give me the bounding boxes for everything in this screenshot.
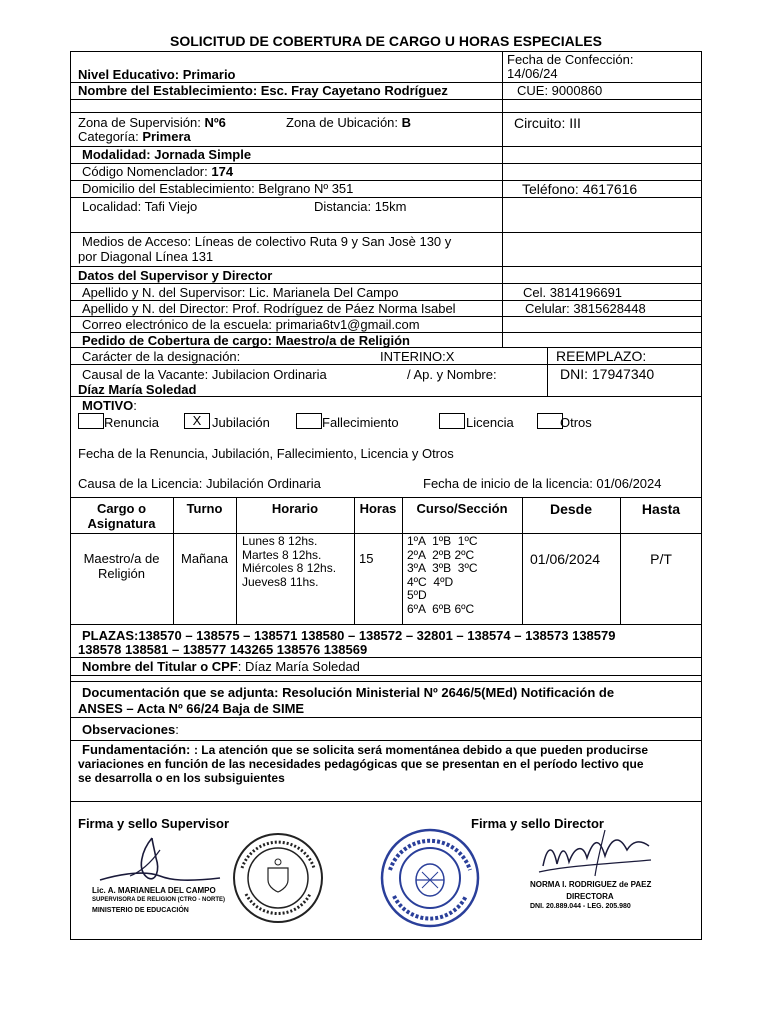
divider xyxy=(70,232,702,233)
reemplazado-nombre: Díaz María Soledad xyxy=(78,382,197,397)
sello-supervisor-line2: SUPERVISORA DE RELIGION (CTRO - NORTE) xyxy=(92,897,226,903)
fecha-confeccion-label: Fecha de Confección: xyxy=(507,52,634,67)
sello-director-line1: NORMA I. RODRIGUEZ de PAEZ xyxy=(530,880,652,889)
divider xyxy=(70,681,702,682)
divider xyxy=(354,497,355,624)
divider xyxy=(70,624,702,625)
divider xyxy=(70,497,702,498)
reemplazo: REEMPLAZO: xyxy=(556,348,647,364)
cue: CUE: 9000860 xyxy=(517,83,603,98)
page-title: SOLICITUD DE COBERTURA DE CARGO U HORAS ESPECIALES xyxy=(170,33,602,49)
sello-director-line2: DIRECTORA xyxy=(566,892,614,901)
table-cell-cargo: Maestro/a de Religión xyxy=(83,551,160,581)
titular: Nombre del Titular o CPF: Díaz María Soledad xyxy=(82,659,360,674)
pedido-cobertura: Pedido de Cobertura de cargo: Maestro/a de Religión xyxy=(82,333,410,348)
divider xyxy=(70,112,702,113)
renuncia-checkbox[interactable] xyxy=(78,413,104,429)
supervisor-cel: Cel. 3814196691 xyxy=(523,285,623,300)
divider xyxy=(70,717,702,718)
divider xyxy=(70,657,702,658)
fundamentacion-line2: variaciones en función de las necesidades pedagógicas que se presentan en el período lectivo que xyxy=(78,757,644,771)
licencia-label: Licencia xyxy=(466,415,514,430)
firma-supervisor-label: Firma y sello Supervisor xyxy=(78,816,230,831)
fecha-inicio-licencia: Fecha de inicio de la licencia: 01/06/2024 xyxy=(423,476,662,491)
table-header-horas: Horas xyxy=(359,501,397,516)
localidad: Localidad: Tafi Viejo xyxy=(82,199,198,214)
supervisor-signature xyxy=(90,830,230,890)
domicilio: Domicilio del Establecimiento: Belgrano Nº 351 xyxy=(82,181,354,196)
table-header-horario: Horario xyxy=(271,501,319,516)
otros-label: Otros xyxy=(560,415,592,430)
establecimiento: Nombre del Establecimiento: Esc. Fray Cayetano Rodríguez xyxy=(78,83,448,98)
fecha-renuncia-label: Fecha de la Renuncia, Jubilación, Fallecimiento, Licencia y Otros xyxy=(78,446,454,461)
table-header-desde: Desde xyxy=(549,501,593,517)
distancia: Distancia: 15km xyxy=(314,199,407,214)
medios-acceso-line2: por Diagonal Línea 131 xyxy=(78,249,214,264)
divider xyxy=(547,347,548,396)
table-cell-curso: 1ºA 1ºB 1ºC 2ºA 2ºB 2ºC 3ºA 3ºB 3ºC 4ºC 4ºD 5ºD 6ºA 6ºB 6ºC xyxy=(407,534,478,616)
modalidad: Modalidad: Jornada Simple xyxy=(82,147,252,162)
zona-ubicacion: Zona de Ubicación: B xyxy=(286,115,412,130)
table-header-curso: Curso/Sección xyxy=(416,501,508,516)
plazas-line1: PLAZAS:138570 – 138575 – 138571 138580 – 138572 – 32801 – 138574 – 138573 138579 xyxy=(82,628,616,643)
divider xyxy=(70,801,702,802)
medios-acceso-line1: Medios de Acceso: Líneas de colectivo Ruta 9 y San Josè 130 y xyxy=(82,234,452,249)
caracter-designacion: Carácter de la designación: xyxy=(82,349,241,364)
divider xyxy=(70,675,702,676)
renuncia-label: Renuncia xyxy=(104,415,159,430)
director-cel: Celular: 3815628448 xyxy=(525,301,646,316)
director-signature xyxy=(535,826,655,882)
stamp-school-seal xyxy=(378,826,482,930)
telefono: Teléfono: 4617616 xyxy=(522,181,638,197)
fundamentacion-line1: Fundamentación: : La atención que se solicita será momentánea debido a que pueden producirse xyxy=(82,742,649,757)
divider xyxy=(70,533,702,534)
circuito: Circuito: III xyxy=(514,115,581,131)
interino: INTERINO:X xyxy=(380,349,455,364)
sello-supervisor-line3: MINISTERIO DE EDUCACIÓN xyxy=(92,907,189,914)
jubilacion-checkbox[interactable]: X xyxy=(184,413,210,429)
fundamentacion-line3: se desarrolla o en los subsiguientes xyxy=(78,771,285,785)
licencia-checkbox[interactable] xyxy=(439,413,465,429)
codigo-nomenclador: Código Nomenclador: 174 xyxy=(82,164,234,179)
documentacion-line1: Documentación que se adjunta: Resolución Ministerial Nº 2646/5(MEd) Notificación de xyxy=(82,685,615,700)
table-cell-desde: 01/06/2024 xyxy=(530,551,601,567)
zona-supervision: Zona de Supervisión: Nº6 xyxy=(78,115,226,130)
observaciones: Observaciones: xyxy=(82,722,179,737)
sello-supervisor-line1: Lic. A. MARIANELA DEL CAMPO xyxy=(92,886,216,895)
datos-header: Datos del Supervisor y Director xyxy=(78,268,273,283)
divider xyxy=(70,99,702,100)
fecha-confeccion-value: 14/06/24 xyxy=(507,66,558,81)
causa-licencia: Causa de la Licencia: Jubilación Ordinaria xyxy=(78,476,321,491)
table-header-cargo: Cargo o Asignatura xyxy=(87,501,156,531)
divider xyxy=(502,51,503,347)
categoria: Categoría: Primera xyxy=(78,129,191,144)
divider xyxy=(70,266,702,267)
plazas-line2: 138578 138581 – 138577 143265 138576 138569 xyxy=(78,642,368,657)
table-cell-turno: Mañana xyxy=(181,551,228,566)
divider xyxy=(236,497,237,624)
motivo-label: MOTIVO: xyxy=(82,398,137,413)
divider xyxy=(70,283,702,284)
supervisor-name: Apellido y N. del Supervisor: Lic. Marianela Del Campo xyxy=(82,285,399,300)
ap-nombre-label: / Ap. y Nombre: xyxy=(407,367,497,382)
director-name: Apellido y N. del Director: Prof. Rodríguez de Páez Norma Isabel xyxy=(82,301,456,316)
fallecimiento-label: Fallecimiento xyxy=(322,415,399,430)
table-header-turno: Turno xyxy=(186,501,223,516)
divider xyxy=(70,740,702,741)
causal-vacante: Causal de la Vacante: Jubilacion Ordinaria xyxy=(82,367,327,382)
table-header-hasta: Hasta xyxy=(641,501,681,517)
nivel-educativo: Nivel Educativo: Primario xyxy=(78,67,236,82)
fallecimiento-checkbox[interactable] xyxy=(296,413,322,429)
divider xyxy=(70,197,702,198)
jubilacion-label: Jubilación xyxy=(212,415,270,430)
stamp-supervision-seal xyxy=(228,828,328,928)
divider xyxy=(402,497,403,624)
sello-director-line3: DNI. 20.889.044 - LEG. 205.980 xyxy=(530,903,631,910)
table-cell-horas: 15 xyxy=(359,551,374,566)
table-cell-hasta: P/T xyxy=(650,551,672,567)
documentacion-line2: ANSES – Acta Nº 66/24 Baja de SIME xyxy=(78,701,305,716)
correo-escuela: Correo electrónico de la escuela: primaria6tv1@gmail.com xyxy=(82,317,420,332)
divider xyxy=(70,364,702,365)
firma-director-label: Firma y sello Director xyxy=(471,816,604,831)
dni: DNI: 17947340 xyxy=(560,366,655,382)
table-cell-horario: Lunes 8 12hs. Martes 8 12hs. Miércoles 8 12hs. Jueves8 11hs. xyxy=(242,534,337,589)
